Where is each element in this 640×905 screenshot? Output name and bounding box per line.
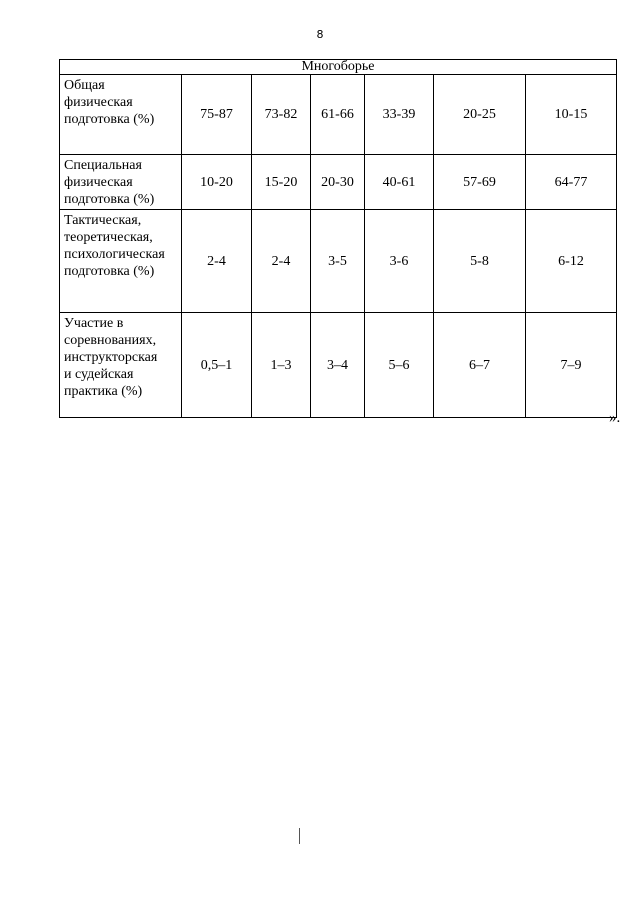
table-cell: 61-66 [311,75,365,155]
table-cell: 73-82 [252,75,311,155]
table-cell: 40-61 [365,155,434,210]
table-row [60,75,617,155]
table-row [60,210,617,313]
table-cell: 6-12 [526,210,617,313]
row-label: Участие в соревнованиях, инструкторская и судейская практика (%) [60,313,182,418]
table-cell: 3-5 [311,210,365,313]
table-cell: 1–3 [252,313,311,418]
row-label: Общая физическая подготовка (%) [60,75,182,155]
table-cell: 5–6 [365,313,434,418]
table-cell: 20-30 [311,155,365,210]
table-cell: 2-4 [182,210,252,313]
table-cell: 3-6 [365,210,434,313]
table-cell: 0,5–1 [182,313,252,418]
table-cell: 64-77 [526,155,617,210]
table-cell: 10-20 [182,155,252,210]
table-cell: 2-4 [252,210,311,313]
table-cell: 57-69 [434,155,526,210]
table-cell: 20-25 [434,75,526,155]
table-cell: 75-87 [182,75,252,155]
row-label: Тактическая, теоретическая, психологическая подготовка (%) [60,210,182,313]
table-cell: 10-15 [526,75,617,155]
table-cell: 33-39 [365,75,434,155]
table-row [60,155,617,210]
table-cell: 3–4 [311,313,365,418]
closing-quote: ». [609,410,621,426]
table-cell: 5-8 [434,210,526,313]
table-header-cell: Многоборье [60,60,617,75]
table-cell: 7–9 [526,313,617,418]
table-header-row [60,60,617,75]
row-label: Специальная физическая подготовка (%) [60,155,182,210]
table-cell: 6–7 [434,313,526,418]
training-distribution-table [59,59,617,418]
page-number: 8 [316,28,324,41]
table-cell: 15-20 [252,155,311,210]
margin-mark [299,828,300,844]
table-row [60,313,617,418]
